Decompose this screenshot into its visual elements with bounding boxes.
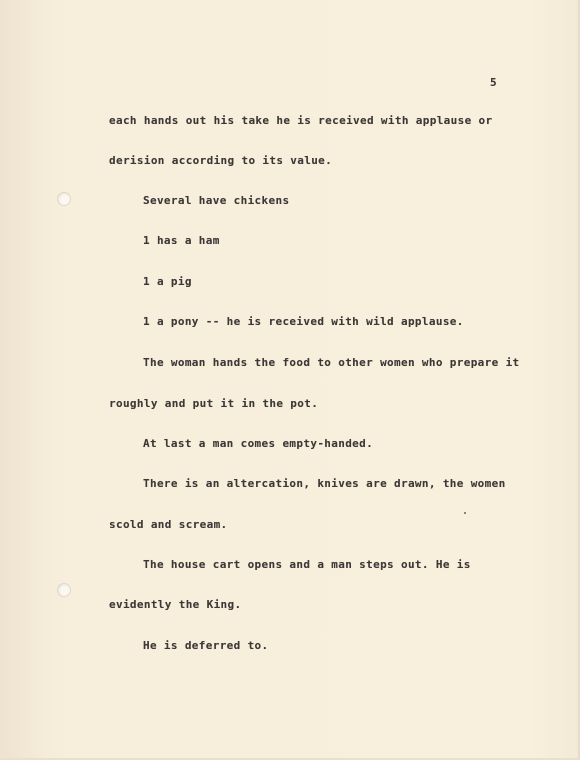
- text-line-6: 1 a pony -- he is received with wild applause.: [143, 315, 464, 328]
- text-line-12: The house cart opens and a man steps out. He is: [143, 558, 471, 571]
- text-line-14: He is deferred to.: [143, 639, 269, 652]
- punch-hole-top: [58, 193, 70, 205]
- text-line-2: derision according to its value.: [109, 154, 333, 167]
- punch-hole-bottom: [58, 584, 70, 596]
- text-line-9: At last a man comes empty-handed.: [143, 437, 374, 450]
- text-line-5: 1 a pig: [143, 275, 192, 288]
- ink-speck: [464, 512, 466, 514]
- text-line-11: scold and scream.: [109, 518, 228, 531]
- text-line-7: The woman hands the food to other women who prepare it: [143, 356, 520, 369]
- page-number: 5: [490, 76, 497, 89]
- text-line-4: 1 has a ham: [143, 234, 220, 247]
- text-line-10: There is an altercation, knives are drawn, the women: [143, 477, 506, 490]
- text-line-8: roughly and put it in the pot.: [109, 397, 319, 410]
- text-line-13: evidently the King.: [109, 598, 242, 611]
- text-line-3: Several have chickens: [143, 194, 290, 207]
- text-line-1: each hands out his take he is received with applause or: [109, 114, 493, 127]
